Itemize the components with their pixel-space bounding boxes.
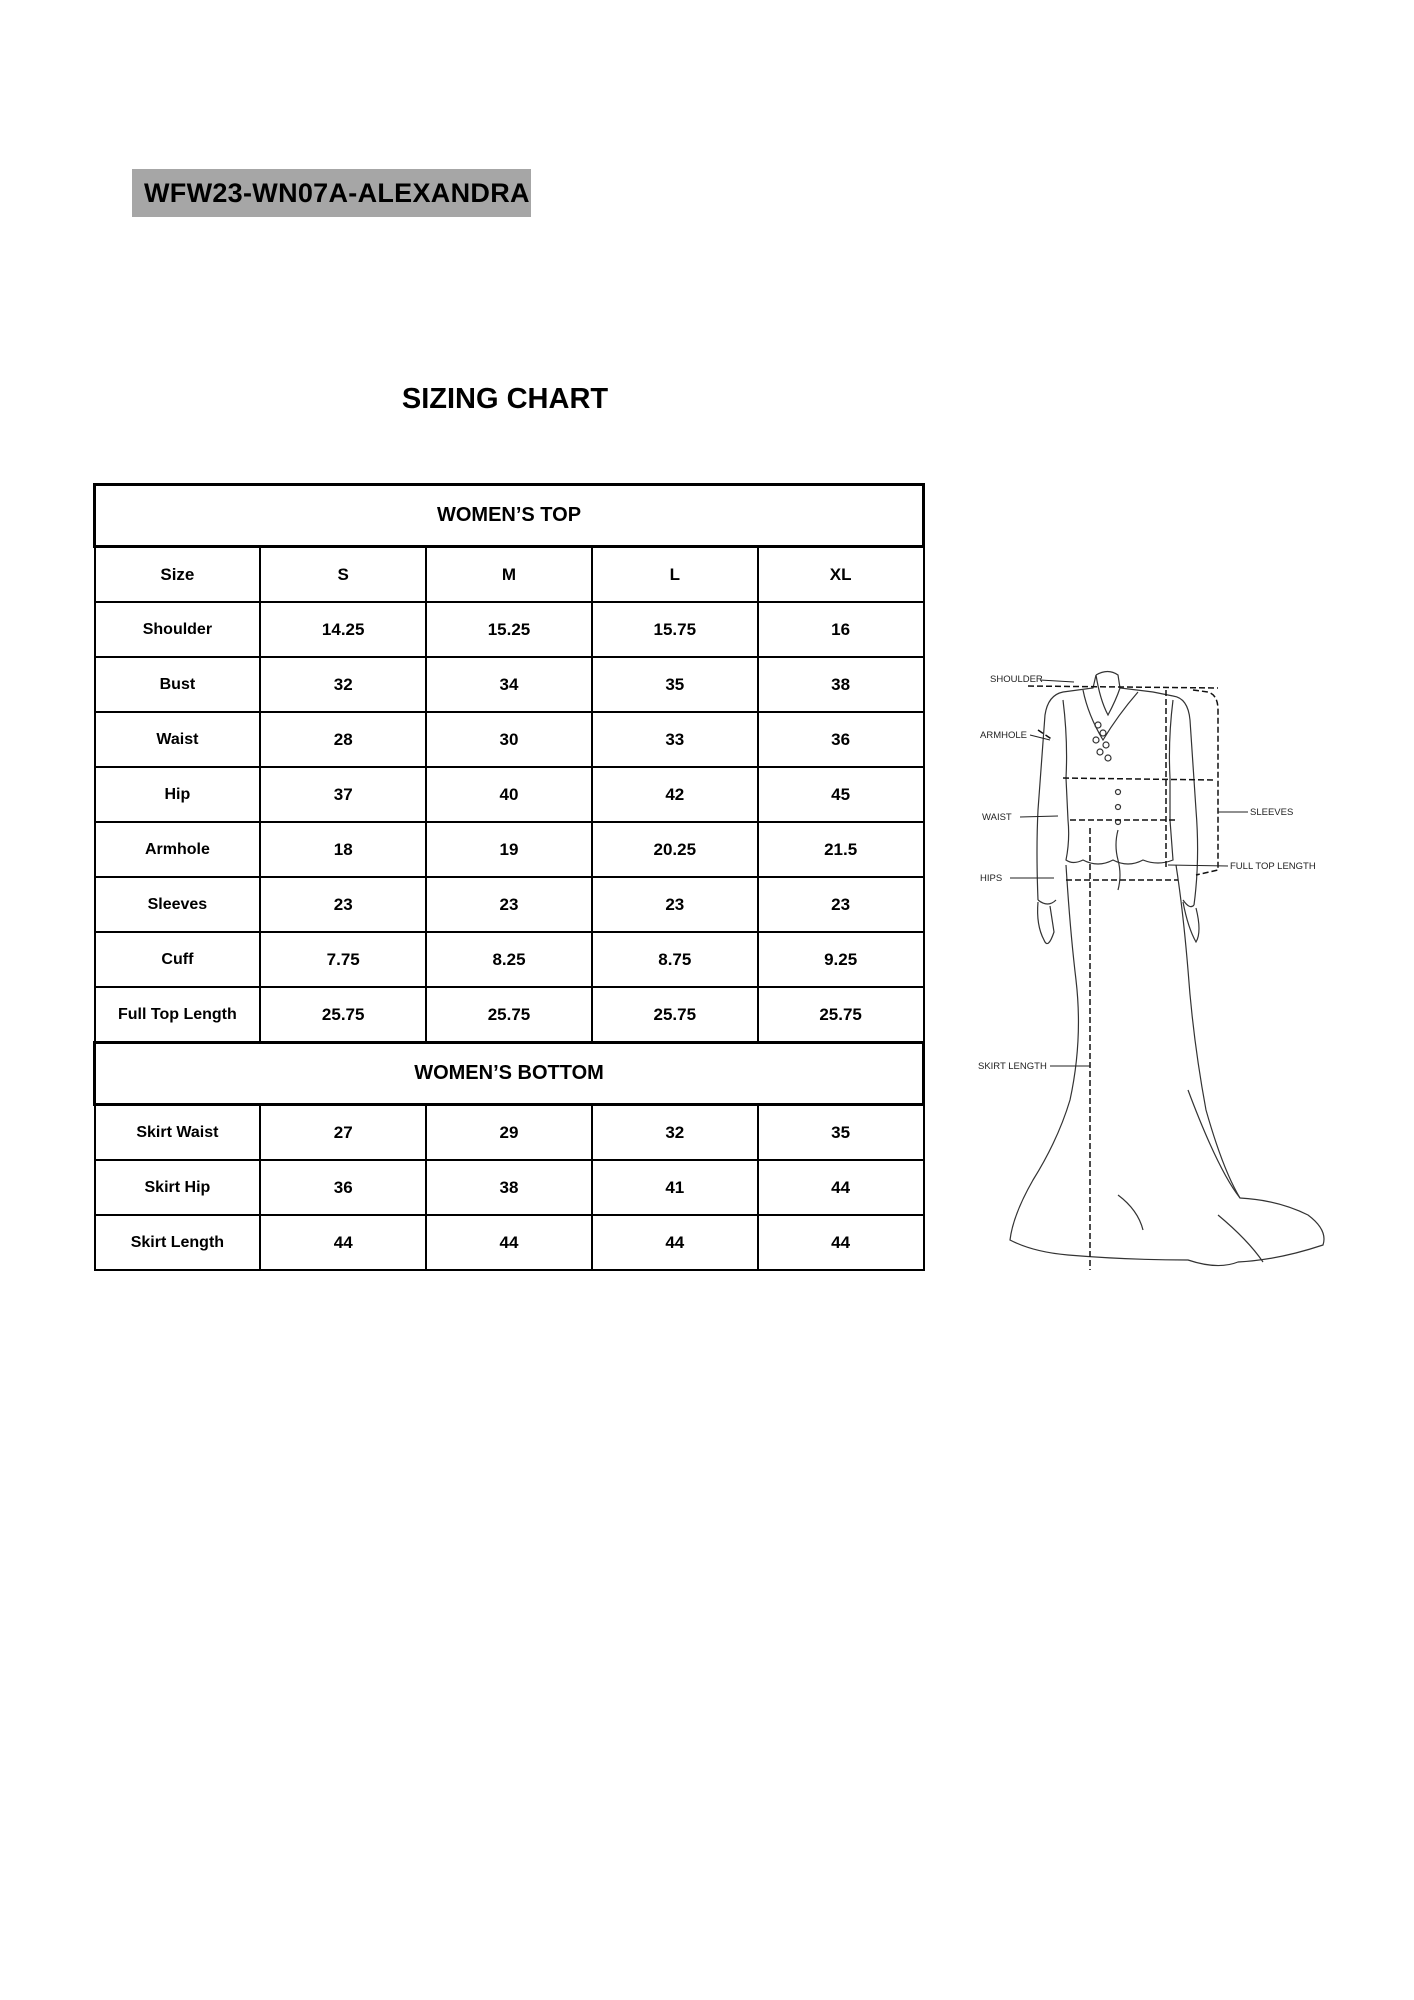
table-cell: 21.5 (758, 822, 924, 877)
row-label: Skirt Length (95, 1215, 261, 1270)
table-cell: 35 (758, 1105, 924, 1161)
table-cell: 25.75 (260, 987, 426, 1043)
table-cell: 44 (758, 1215, 924, 1270)
row-label: Skirt Hip (95, 1160, 261, 1215)
row-label: Bust (95, 657, 261, 712)
row-label: Cuff (95, 932, 261, 987)
shoulder-label: SHOULDER (990, 674, 1043, 685)
table-row (95, 767, 924, 822)
table-row (95, 987, 924, 1043)
bottom-section-heading-row (95, 1043, 924, 1105)
measurement-figure (978, 670, 1338, 1290)
waist-label: WAIST (982, 812, 1012, 823)
table-cell: 27 (260, 1105, 426, 1161)
table-cell: 44 (758, 1160, 924, 1215)
row-label: Armhole (95, 822, 261, 877)
table-cell: 37 (260, 767, 426, 822)
skirt-length-label: SKIRT LENGTH (978, 1061, 1047, 1072)
table-cell: 20.25 (592, 822, 758, 877)
top-section-heading-row (95, 485, 924, 547)
womens-bottom-heading: WOMEN’S BOTTOM (95, 1043, 924, 1105)
dress-illustration (1010, 672, 1324, 1266)
table-cell: 36 (758, 712, 924, 767)
table-cell: 41 (592, 1160, 758, 1215)
table-cell: 23 (592, 877, 758, 932)
table-cell: 44 (426, 1215, 592, 1270)
table-cell: 15.25 (426, 602, 592, 657)
size-header-cell: Size (95, 547, 261, 603)
table-row (95, 877, 924, 932)
table-cell: 8.25 (426, 932, 592, 987)
table-cell: 44 (592, 1215, 758, 1270)
table-cell: 23 (426, 877, 592, 932)
row-label: Skirt Waist (95, 1105, 261, 1161)
table-cell: 44 (260, 1215, 426, 1270)
table-row (95, 657, 924, 712)
product-code-badge: WFW23-WN07A-ALEXANDRA (132, 169, 531, 217)
table-cell: 18 (260, 822, 426, 877)
size-header-cell: L (592, 547, 758, 603)
row-label: Sleeves (95, 877, 261, 932)
row-label: Waist (95, 712, 261, 767)
table-cell: 7.75 (260, 932, 426, 987)
table-cell: 42 (592, 767, 758, 822)
table-cell: 38 (758, 657, 924, 712)
table-cell: 25.75 (592, 987, 758, 1043)
size-header-cell: XL (758, 547, 924, 603)
table-row (95, 932, 924, 987)
table-cell: 23 (758, 877, 924, 932)
row-label: Hip (95, 767, 261, 822)
table-cell: 33 (592, 712, 758, 767)
table-cell: 25.75 (758, 987, 924, 1043)
row-label: Full Top Length (95, 987, 261, 1043)
table-cell: 40 (426, 767, 592, 822)
table-cell: 8.75 (592, 932, 758, 987)
measurement-guides (1028, 686, 1218, 1270)
table-row (95, 1160, 924, 1215)
sizing-table (93, 483, 925, 1271)
armhole-label: ARMHOLE (980, 730, 1027, 741)
table-cell: 15.75 (592, 602, 758, 657)
table-cell: 38 (426, 1160, 592, 1215)
womens-top-heading: WOMEN’S TOP (95, 485, 924, 547)
table-cell: 32 (260, 657, 426, 712)
size-header-cell: S (260, 547, 426, 603)
table-cell: 30 (426, 712, 592, 767)
table-cell: 28 (260, 712, 426, 767)
table-cell: 32 (592, 1105, 758, 1161)
hips-label: HIPS (980, 873, 1003, 884)
table-cell: 35 (592, 657, 758, 712)
table-row (95, 1105, 924, 1161)
size-header-row (95, 547, 924, 603)
table-cell: 29 (426, 1105, 592, 1161)
table-cell: 16 (758, 602, 924, 657)
table-cell: 36 (260, 1160, 426, 1215)
table-cell: 34 (426, 657, 592, 712)
table-cell: 45 (758, 767, 924, 822)
table-cell: 23 (260, 877, 426, 932)
table-cell: 25.75 (426, 987, 592, 1043)
table-row (95, 822, 924, 877)
size-header-cell: M (426, 547, 592, 603)
table-cell: 19 (426, 822, 592, 877)
table-row (95, 712, 924, 767)
label-leaders (1010, 680, 1248, 1066)
table-cell: 9.25 (758, 932, 924, 987)
row-label: Shoulder (95, 602, 261, 657)
table-row (95, 602, 924, 657)
sleeves-label: SLEEVES (1250, 807, 1294, 818)
table-row (95, 1215, 924, 1270)
page-title: SIZING CHART (401, 383, 609, 415)
table-cell: 14.25 (260, 602, 426, 657)
full-top-length-label: FULL TOP LENGTH (1230, 861, 1316, 872)
